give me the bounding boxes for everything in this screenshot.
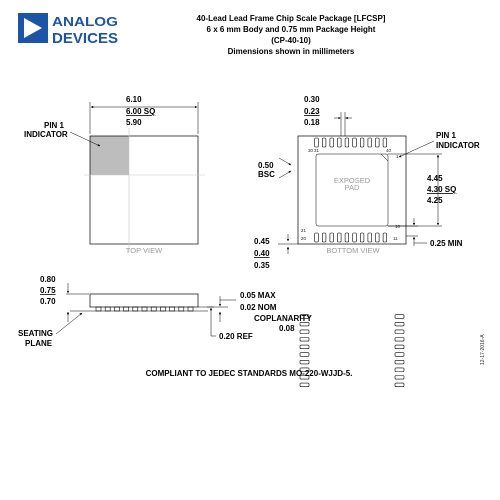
seating-plane-label: SEATING (18, 329, 53, 338)
lead-right (395, 330, 404, 334)
top-view-dim-max: 6.10 (126, 95, 142, 104)
lead-bottom (322, 233, 326, 242)
logo-text-line1: ANALOG (52, 14, 118, 29)
lead-top (322, 138, 326, 147)
lead-len-min: 0.35 (254, 261, 270, 270)
side-view-land (105, 307, 110, 311)
pitch-value: 0.50 (258, 161, 274, 170)
height-max: 0.80 (40, 275, 56, 284)
bottom-view-pin1-label-2: INDICATOR (436, 141, 480, 150)
pad-dim-min: 4.25 (427, 196, 443, 205)
pin-number-11: 11 (393, 236, 398, 241)
side-view-body (90, 294, 198, 307)
pin-number-1: 1 (396, 154, 399, 159)
side-view-land (179, 307, 184, 311)
date-code: 12-17-2016-A (480, 334, 486, 365)
lead-top (368, 138, 372, 147)
lead-left (300, 353, 309, 357)
pitch-bsc: BSC (258, 170, 275, 179)
lead-right (395, 360, 404, 364)
lead-right (395, 353, 404, 357)
lead-bottom (353, 233, 357, 242)
pin-number-20: 20 (301, 236, 307, 241)
header-body-size: 6 x 6 mm Body and 0.75 mm Package Height (206, 25, 376, 34)
pin-number-30: 30 (308, 148, 314, 153)
top-view (24, 95, 205, 255)
lead-top (330, 138, 334, 147)
side-view (18, 275, 312, 348)
header-package-code: (CP-40-10) (271, 36, 311, 45)
lead-top (315, 138, 319, 147)
seating-plane-leader (56, 313, 82, 334)
exposed-pad-chamfer (381, 154, 388, 161)
drawing-header (197, 14, 386, 56)
pin-number-40: 40 (386, 148, 392, 153)
lead-right (395, 338, 404, 342)
compliance-note: COMPLIANT TO JEDEC STANDARDS MO-220-WJJD-5. (145, 369, 353, 378)
bottom-view-pin1-label: PIN 1 (436, 131, 457, 140)
side-view-lands (96, 307, 193, 311)
lead-bottom (330, 233, 334, 242)
side-view-land (124, 307, 129, 311)
pad-dim-nom: 4.30 SQ (427, 185, 457, 194)
lead-bottom (360, 233, 364, 242)
standoff-nom: 0.02 NOM (240, 303, 277, 312)
side-view-land (133, 307, 138, 311)
side-view-land (151, 307, 156, 311)
lead-right (395, 315, 404, 319)
standoff-max: 0.05 MAX (240, 291, 276, 300)
top-view-pin1-label-2: INDICATOR (24, 130, 68, 139)
height-nom: 0.75 (40, 286, 56, 295)
coplanarity-value: 0.08 (279, 324, 295, 333)
lead-len-max: 0.45 (254, 237, 270, 246)
lead-top (383, 138, 387, 147)
side-view-land (96, 307, 101, 311)
lead-bottom (368, 233, 372, 242)
top-view-pin1-label: PIN 1 (44, 121, 65, 130)
bottom-view-label: BOTTOM VIEW (326, 246, 380, 255)
analog-devices-logo (18, 13, 118, 47)
lead-right (395, 383, 404, 387)
side-view-land (170, 307, 175, 311)
lead-bottom (383, 233, 387, 242)
header-units-note: Dimensions shown in millimeters (227, 47, 355, 56)
pitch-arrow-bottom (279, 171, 291, 178)
lead-len-nom: 0.40 (254, 249, 270, 258)
lead-bottom (345, 233, 349, 242)
lead-width-min: 0.18 (304, 118, 320, 127)
exposed-pad-label-2: PAD (344, 183, 360, 192)
pitch-arrow-top (279, 158, 291, 165)
top-view-dim-min: 5.90 (126, 118, 142, 127)
side-view-land (142, 307, 147, 311)
pad-dim-max: 4.45 (427, 174, 443, 183)
pin-number-21: 21 (301, 228, 307, 233)
lead-top (360, 138, 364, 147)
seating-plane-label-2: PLANE (25, 339, 53, 348)
lead-left (300, 383, 309, 387)
lead-left (300, 338, 309, 342)
bottom-view (254, 95, 480, 387)
pin-number-10: 10 (395, 224, 401, 229)
clearance-value: 0.25 MIN (430, 239, 463, 248)
coplanarity-label: COPLANARITY (254, 314, 312, 323)
logo-text-line2: DEVICES (52, 30, 118, 47)
lead-top (353, 138, 357, 147)
lead-width-nom: 0.23 (304, 107, 320, 116)
lead-width-max: 0.30 (304, 95, 320, 104)
lead-right (395, 368, 404, 372)
lead-bottom (338, 233, 342, 242)
ref-value: 0.20 REF (219, 332, 253, 341)
header-title: 40-Lead Lead Frame Chip Scale Package [LFCSP] (196, 14, 386, 23)
side-view-land (188, 307, 193, 311)
side-view-land (114, 307, 119, 311)
lead-bottom (315, 233, 319, 242)
lead-right (395, 345, 404, 349)
lead-left (300, 345, 309, 349)
top-view-indicator-area (90, 136, 129, 175)
side-view-land (160, 307, 165, 311)
height-min: 0.70 (40, 297, 56, 306)
lead-left (300, 330, 309, 334)
lead-top (338, 138, 342, 147)
lead-right (395, 322, 404, 326)
pin-number-31: 31 (314, 148, 320, 153)
top-view-dim-nom: 6.00 SQ (126, 107, 156, 116)
lead-right (395, 376, 404, 380)
top-view-label: TOP VIEW (125, 246, 163, 255)
bottom-view-pin1-leader (399, 141, 434, 157)
lead-left (300, 360, 309, 364)
lead-top (345, 138, 349, 147)
exposed-pad-label: EXPOSED (333, 176, 371, 185)
lead-bottom (376, 233, 380, 242)
lead-top (376, 138, 380, 147)
